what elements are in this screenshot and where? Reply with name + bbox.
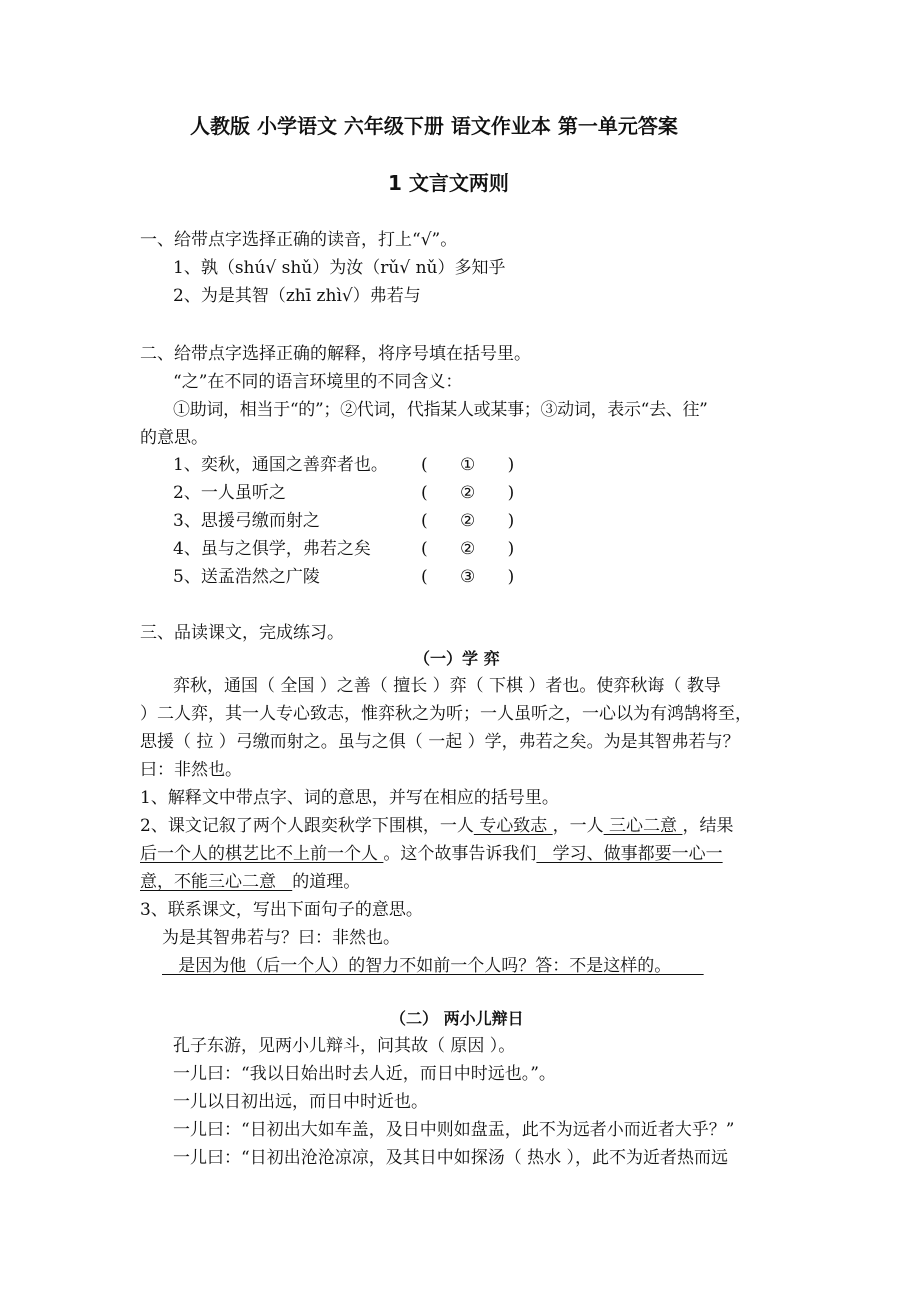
question-2-line-1: 2、课文记叙了两个人跟奕秋学下围棋，一人 专心致志 ，一人 三心二意 ，结果	[140, 816, 734, 836]
question-3: 3、联系课文，写出下面句子的意思。	[140, 900, 423, 920]
passage-2-line-4: 一儿曰：“日初出大如车盖，及日中则如盘盂，此不为远者小而近者大乎？”	[173, 1120, 735, 1140]
subsection-2-title: （二） 两小儿辩日	[390, 1009, 524, 1028]
answer-blank: 学习、做事都要一心一	[536, 844, 723, 864]
answer-blank: 后一个人的棋艺比不上前一个人	[140, 844, 384, 864]
passage-2-line-5: 一儿曰：“日初出沧沧凉凉，及其日中如探汤（ 热水 ），此不为近者热而远	[173, 1148, 728, 1168]
passage-line-4: 曰：非然也。	[140, 760, 242, 780]
question-2-line-2: 后一个人的棋艺比不上前一个人 。这个故事告诉我们 学习、做事都要一心一	[140, 844, 723, 864]
list-item: 4、虽与之俱学，弗若之矣 ( ② )	[173, 539, 515, 559]
page-title: 人教版 小学语文 六年级下册 语文作业本 第一单元答案	[190, 114, 678, 138]
answer-value: ①	[460, 455, 476, 475]
answer-blank: 三心二意	[603, 816, 683, 836]
passage-line-2: ）二人弈，其一人专心致志，惟弈秋之为听；一人虽听之，一心以为有鸿鹄将至，	[140, 704, 752, 724]
question-2-line-3: 意，不能三心二意 的道理。	[140, 872, 361, 892]
list-item: 3、思援弓缴而射之 ( ② )	[173, 511, 515, 531]
section-2-definitions: ①助词，相当于“的”；②代词，代指某人或某事；③动词，表示“去、往”	[173, 400, 708, 420]
answer-value: ②	[460, 483, 476, 503]
section-3-heading: 三、品读课文，完成练习。	[140, 623, 344, 643]
section-2-intro: “之”在不同的语言环境里的不同含义：	[173, 372, 463, 392]
list-item: 2、一人虽听之 ( ② )	[173, 483, 515, 503]
section-1-line-2: 2、为是其智（zhī zhì√）弗若与	[173, 286, 421, 306]
answer-value: ②	[460, 511, 476, 531]
passage-line-1: 弈秋，通国（ 全国 ）之善（ 擅长 ）弈（ 下棋 ）者也。使弈秋诲（ 教导	[173, 676, 721, 696]
answer-blank: 专心致志	[473, 816, 553, 836]
question-1: 1、解释文中带点字、词的意思，并写在相应的括号里。	[140, 788, 559, 808]
answer-value: ②	[460, 539, 476, 559]
section-2-definitions-end: 的意思。	[140, 428, 208, 448]
passage-2-line-1: 孔子东游，见两小儿辩斗，问其故（ 原因 ）。	[173, 1036, 516, 1056]
passage-2-line-3: 一儿以日初出远，而日中时近也。	[173, 1092, 428, 1112]
list-item: 1、奕秋，通国之善弈者也。 ( ① )	[173, 455, 515, 475]
section-2-heading: 二、给带点字选择正确的解释，将序号填在括号里。	[140, 344, 531, 364]
section-1-heading: 一、给带点字选择正确的读音，打上“√”。	[140, 230, 458, 250]
lesson-title: 1 文言文两则	[388, 171, 509, 195]
passage-2-line-2: 一儿曰：“我以日始出时去人近，而日中时远也。”。	[173, 1064, 556, 1084]
answer-value: ③	[460, 567, 476, 587]
subsection-1-title: （一）学 弈	[414, 649, 500, 668]
list-item: 5、送孟浩然之广陵 ( ③ )	[173, 567, 515, 587]
passage-line-3: 思援（ 拉 ）弓缴而射之。虽与之俱（ 一起 ）学，弗若之矣。为是其智弗若与？	[140, 732, 740, 752]
section-1-line-1: 1、孰（shú√ shǔ）为汝（rǔ√ nǔ）多知乎	[173, 258, 506, 278]
answer-blank: 意，不能三心二意	[140, 872, 293, 892]
question-3-answer: 是因为他（后一个人）的智力不如前一个人吗？答：不是这样的。	[162, 956, 704, 976]
question-3-sentence: 为是其智弗若与？曰：非然也。	[162, 928, 400, 948]
